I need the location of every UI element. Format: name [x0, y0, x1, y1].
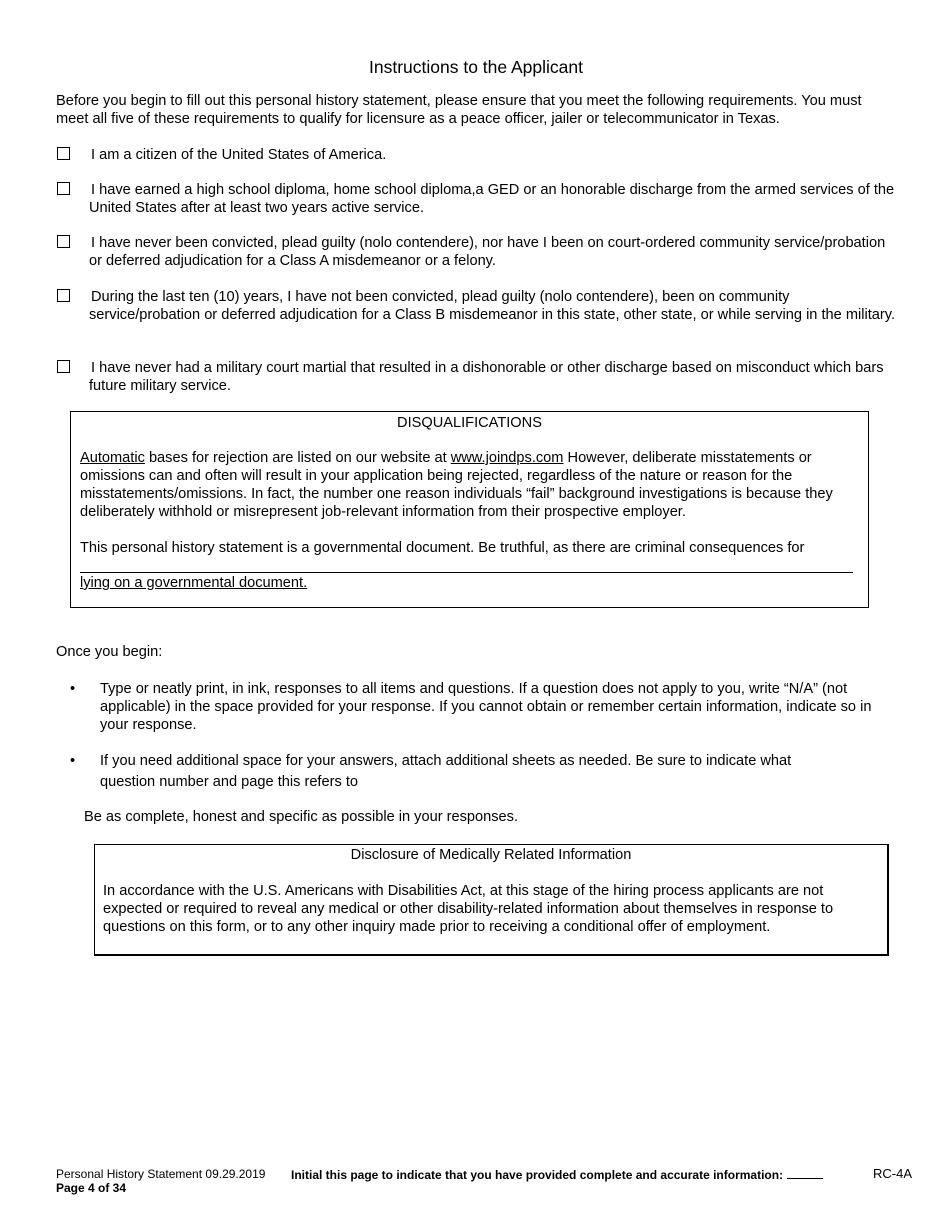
requirement-item	[56, 288, 896, 324]
instruction-text	[100, 680, 896, 734]
medical-disclosure-text: In accordance with the U.S. Americans with Disabilities Act, at this stage of the hiring process applicants are not expected or required to reveal any medical or other disability-related information about themselves in response to questions on this form, or to any other inquiry made prior to receiving a conditional offer of employment.	[103, 883, 834, 935]
footer-page-number: Page 4 of 34	[56, 1181, 127, 1195]
complete-note: Be as complete, honest and specific as possible in your responses.	[84, 809, 519, 825]
footer-initial-line	[291, 1167, 823, 1182]
page-title: Instructions to the Applicant	[368, 57, 584, 77]
divider	[80, 572, 853, 573]
footer-form-code: RC-4A	[873, 1166, 913, 1181]
footer-document-name: Personal History Statement 09.29.2019	[56, 1167, 266, 1181]
disq-text-b: However, deliberate misstatements or omissions can and often will result in your application being rejected, regardless of the nature or reason for the misstatements/omissions. In fact, the number one reason individuals “fail” background investigations is because they deliberately withhold or misrepresent job-relevant information from their prospective employer.	[80, 450, 833, 520]
requirement-checkbox[interactable]	[57, 289, 70, 302]
disq-text-a: bases for rejection are listed on our website at	[144, 450, 451, 466]
initial-field[interactable]	[787, 1167, 823, 1179]
disqualifications-paragraph	[80, 449, 862, 521]
requirement-text: I have earned a high school diploma, home school diploma,a GED or an honorable discharge from the armed services of the United States after at least two years active service.	[89, 182, 895, 216]
instruction-text-part: ” (not applicable) in the space provided for your response. If you cannot obtain or remember certain information, indicate so in your response.	[100, 681, 872, 733]
requirement-text: I have never had a military court martial that resulted in a dishonorable or other discharge based on misconduct which bars future military service.	[89, 360, 884, 394]
requirement-checkbox[interactable]	[57, 147, 70, 160]
bullet-icon: •	[70, 753, 76, 769]
requirement-text: I am a citizen of the United States of America.	[91, 147, 387, 163]
footer-initial-text: Initial this page to indicate that you have provided complete and accurate information:	[291, 1168, 784, 1182]
disqualifications-box	[70, 411, 869, 608]
intro-paragraph: Before you begin to fill out this personal history statement, please ensure that you meet the following requirements. You must meet all five of these requirements to qualify for licensure as a peace officer, jailer or telecommunicator in Texas.	[56, 93, 862, 127]
requirement-checkbox[interactable]	[57, 360, 70, 373]
website-link[interactable]: www.joindps.com	[450, 450, 564, 466]
once-begin-heading: Once you begin:	[56, 644, 163, 660]
requirement-checkbox[interactable]	[57, 182, 70, 195]
requirement-item	[56, 146, 896, 164]
requirement-text: During the last ten (10) years, I have not been convicted, plead guilty (nolo contendere), been on community service/probation or deferred adjudication for a Class B misdemeanor in this state, other state, or while serving in the military.	[89, 289, 896, 323]
requirement-checkbox[interactable]	[57, 235, 70, 248]
instruction-text-line: question number and page this refers to	[100, 774, 358, 790]
requirement-text: I have never been convicted, plead guilty (nolo contendere), nor have I been on court-ordered community service/probation or deferred adjudication for a Class A misdemeanor or a felony.	[89, 235, 886, 269]
requirement-item	[56, 234, 896, 270]
automatic-label: Automatic	[80, 450, 145, 466]
medical-disclosure-box	[94, 844, 889, 956]
instruction-text	[100, 752, 896, 791]
requirement-item	[56, 359, 896, 395]
truthful-statement: This personal history statement is a governmental document. Be truthful, as there are criminal consequences for	[80, 540, 805, 556]
instruction-text-part: Type or neatly print, in ink, responses to all items and questions. If a question does not apply to you,	[100, 681, 749, 697]
write-na-text: write “N/A	[749, 681, 814, 697]
disqualifications-title: DISQUALIFICATIONS	[397, 415, 542, 431]
requirement-item	[56, 181, 896, 217]
instruction-item	[56, 752, 896, 791]
bullet-icon: •	[70, 681, 76, 697]
truthful-statement-end: lying on a governmental document.	[80, 575, 308, 591]
instruction-text-line: If you need additional space for your answers, attach additional sheets as needed. Be sure to indicate what	[100, 753, 792, 769]
instruction-item	[56, 680, 896, 734]
medical-disclosure-title: Disclosure of Medically Related Information	[350, 847, 632, 863]
